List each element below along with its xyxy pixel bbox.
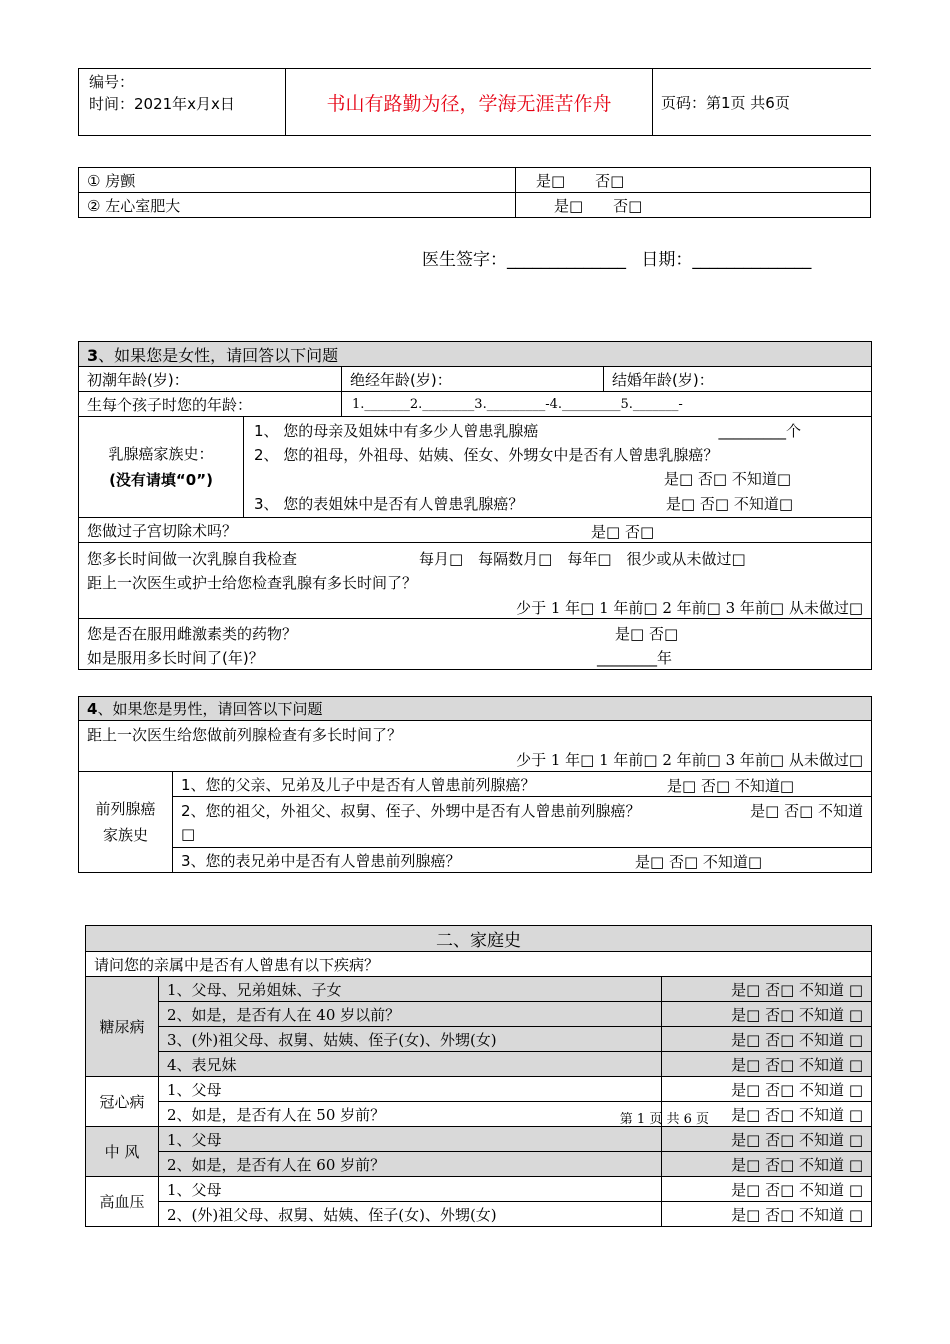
hysterectomy-options[interactable]: 是□ 否□ <box>591 523 655 541</box>
pq2: 2、您的祖父，外祖父、叔舅、侄子、外甥中是否有人曾患前列腺癌？ <box>181 802 641 820</box>
stroke-item-2: 2、如是，是否有人在 60 岁前？ <box>159 1152 662 1177</box>
bq3: 3、 您的表姐妹中是否有人曾患乳腺癌？ <box>254 495 524 513</box>
pq1-cell <box>173 772 872 797</box>
family-history-title-row <box>86 926 872 952</box>
family-history-intro-row <box>86 952 872 977</box>
female-section <box>78 341 872 670</box>
hypertension-row-1 <box>86 1177 872 1202</box>
menarche-age[interactable]: 初潮年龄(岁)： <box>79 367 342 392</box>
chd-row-1 <box>86 1077 872 1102</box>
bq2: 2、 您的祖母，外祖母、姑姨、侄女、外甥女中是否有人曾患乳腺癌？ <box>254 446 719 464</box>
estrogen-years-blank[interactable]: ________年 <box>597 649 673 667</box>
hysterectomy-question: 您做过子宫切除术吗？ <box>87 521 238 540</box>
pq2-cell <box>173 797 872 848</box>
hypertension-item-2-options[interactable]: 是□ 否□ 不知道 □ <box>662 1202 872 1227</box>
diabetes-item-2-options[interactable]: 是□ 否□ 不知道 □ <box>662 1002 872 1027</box>
prostate-q1-row <box>79 772 872 797</box>
prostate-family-label: 前列腺癌 家族史 <box>79 772 173 873</box>
pq1: 1、您的父亲、兄弟及儿子中是否有人曾患前列腺癌？ <box>181 775 536 794</box>
bq1: 1、 您的母亲及姐妹中有多少人曾患乳腺癌 <box>254 422 539 440</box>
breast-family-row <box>79 417 872 518</box>
breast-family-label-cell <box>79 417 244 518</box>
children-age-blanks[interactable]: 1._______2.________3._________-4._________5._______- <box>342 392 872 417</box>
breast-exam-row <box>79 543 872 619</box>
hypertension-item-2: 2、(外)祖父母、叔舅、姑姨、侄子(女)、外甥(女) <box>159 1202 662 1227</box>
stroke-label: 中 风 <box>86 1127 159 1177</box>
breast-exam-cell <box>79 543 872 619</box>
chd-item-2-options[interactable]: 是□ 否□ 不知道 □ <box>662 1102 872 1127</box>
lvh-options[interactable]: 是□ 否□ <box>516 193 871 218</box>
estrogen-years-question: 如是服用多长时间了(年)？ <box>87 649 264 667</box>
diabetes-row-4 <box>86 1052 872 1077</box>
female-title-row <box>79 342 872 367</box>
pq2-checkbox[interactable]: □ <box>181 825 196 843</box>
bq2-options[interactable]: 是□ 否□ 不知道□ <box>663 470 792 488</box>
hypertension-label: 高血压 <box>86 1177 159 1227</box>
diabetes-row-3 <box>86 1027 872 1052</box>
diabetes-row-1 <box>86 977 872 1002</box>
diabetes-item-2: 2、如是，是否有人在 40 岁以前？ <box>159 1002 662 1027</box>
date-label: 日期： <box>641 250 693 270</box>
footer-page-number: 第 1 页 共 6 页 <box>619 1112 709 1127</box>
hypertension-item-1: 1、父母 <box>159 1177 662 1202</box>
diabetes-label: 糖尿病 <box>86 977 159 1077</box>
diabetes-item-1-options[interactable]: 是□ 否□ 不知道 □ <box>662 977 872 1002</box>
cardiac-table <box>78 167 871 218</box>
bq1-blank[interactable]: _________个 <box>718 422 802 440</box>
prostate-lastexam-options[interactable]: 少于 1 年□ 1 年前□ 2 年前□ 3 年前□ 从未做过□ <box>516 751 864 769</box>
diabetes-item-3: 3、(外)祖父母、叔舅、姑姨、侄子(女)、外甥(女) <box>159 1027 662 1052</box>
cardiac-row-af <box>79 168 871 193</box>
chd-item-2: 2、如是，是否有人在 50 岁前？ 第 1 页 共 6 页 <box>159 1102 662 1127</box>
hysterectomy-cell <box>79 518 872 543</box>
chd-item-1-options[interactable]: 是□ 否□ 不知道 □ <box>662 1077 872 1102</box>
lastexam-question: 距上一次医生或护士给您检查乳腺有多长时间了？ <box>87 574 418 592</box>
prostate-q2-row <box>79 797 872 848</box>
lvh-label: ② 左心室肥大 <box>79 193 516 218</box>
stroke-row-1 <box>86 1127 872 1152</box>
estrogen-row <box>79 619 872 670</box>
selfexam-question: 您多长时间做一次乳腺自我检查 <box>87 550 298 568</box>
chd-row-2 <box>86 1102 872 1127</box>
stroke-item-2-options[interactable]: 是□ 否□ 不知道 □ <box>662 1152 872 1177</box>
header-motto: 书山有路勤为径，学海无涯苦作舟 <box>286 69 653 136</box>
document-number: 编号： <box>89 73 135 91</box>
male-section <box>78 696 872 873</box>
male-title-row <box>79 697 872 721</box>
pq1-options[interactable]: 是□ 否□ 不知道□ <box>667 777 795 795</box>
estrogen-question: 您是否在服用雌激素类的药物？ <box>87 625 298 643</box>
bq3-options[interactable]: 是□ 否□ 不知道□ <box>665 495 794 513</box>
chd-item-1: 1、父母 <box>159 1077 662 1102</box>
children-row <box>79 392 872 417</box>
lastexam-options[interactable]: 少于 1 年□ 1 年前□ 2 年前□ 3 年前□ 从未做过□ <box>516 599 864 617</box>
date-field[interactable]: ______________ <box>692 250 812 270</box>
marriage-age[interactable]: 结婚年龄(岁)： <box>604 367 872 392</box>
pq2-options[interactable]: 是□ 否□ 不知道 <box>750 802 864 820</box>
hysterectomy-row <box>79 518 872 543</box>
pq3: 3、您的表兄弟中是否有人曾患前列腺癌？ <box>181 851 461 870</box>
selfexam-options[interactable]: 每月□ 每隔数月□ 每年□ 很少或从未做过□ <box>419 550 746 568</box>
breast-family-questions <box>244 417 872 518</box>
prostate-q3-row <box>79 848 872 873</box>
male-title: 4、如果您是男性，请回答以下问题 <box>79 697 872 721</box>
doctor-signature-label: 医生签字： <box>422 250 507 270</box>
diabetes-item-4-options[interactable]: 是□ 否□ 不知道 □ <box>662 1052 872 1077</box>
doctor-signature-field[interactable]: ______________ <box>507 250 626 270</box>
af-options[interactable]: 是□ 否□ <box>516 168 871 193</box>
pq3-cell <box>173 848 872 873</box>
family-history-table <box>85 925 872 1227</box>
stroke-row-2 <box>86 1152 872 1177</box>
af-label: ① 房颤 <box>79 168 516 193</box>
diabetes-item-1: 1、父母、兄弟姐妹、子女 <box>159 977 662 1002</box>
breast-family-label: 乳腺癌家族史： <box>108 445 214 463</box>
diabetes-row-2 <box>86 1002 872 1027</box>
estrogen-options[interactable]: 是□ 否□ <box>615 625 679 643</box>
prostate-lastexam-question: 距上一次医生给您做前列腺检查有多长时间了？ <box>87 726 403 744</box>
prostate-exam-cell <box>79 721 872 772</box>
signature-line <box>422 245 811 270</box>
age-row <box>79 367 872 392</box>
stroke-item-1-options[interactable]: 是□ 否□ 不知道 □ <box>662 1127 872 1152</box>
estrogen-cell <box>79 619 872 670</box>
diabetes-item-3-options[interactable]: 是□ 否□ 不知道 □ <box>662 1027 872 1052</box>
header-meta <box>79 69 286 136</box>
stroke-item-1: 1、父母 <box>159 1127 662 1152</box>
children-age-label: 生每个孩子时您的年龄： <box>79 392 342 417</box>
document-time: 时间：2021年x月x日 <box>89 95 235 113</box>
chd-label: 冠心病 <box>86 1077 159 1127</box>
breast-family-note: (没有请填“0”) <box>109 471 213 489</box>
family-history-title: 二、家庭史 <box>86 926 872 952</box>
pq3-options[interactable]: 是□ 否□ 不知道□ <box>635 853 763 871</box>
diabetes-item-4: 4、表兄妹 <box>159 1052 662 1077</box>
prostate-exam-row <box>79 721 872 772</box>
menopause-age[interactable]: 绝经年龄(岁)： <box>342 367 604 392</box>
hypertension-item-1-options[interactable]: 是□ 否□ 不知道 □ <box>662 1177 872 1202</box>
hypertension-row-2 <box>86 1202 872 1227</box>
header-page: 页码：第1页 共6页 <box>653 69 872 136</box>
cardiac-row-lvh <box>79 193 871 218</box>
female-title: 3、如果您是女性，请回答以下问题 <box>79 342 872 367</box>
document-header <box>78 68 871 136</box>
family-history-intro: 请问您的亲属中是否有人曾患有以下疾病？ <box>86 952 872 977</box>
